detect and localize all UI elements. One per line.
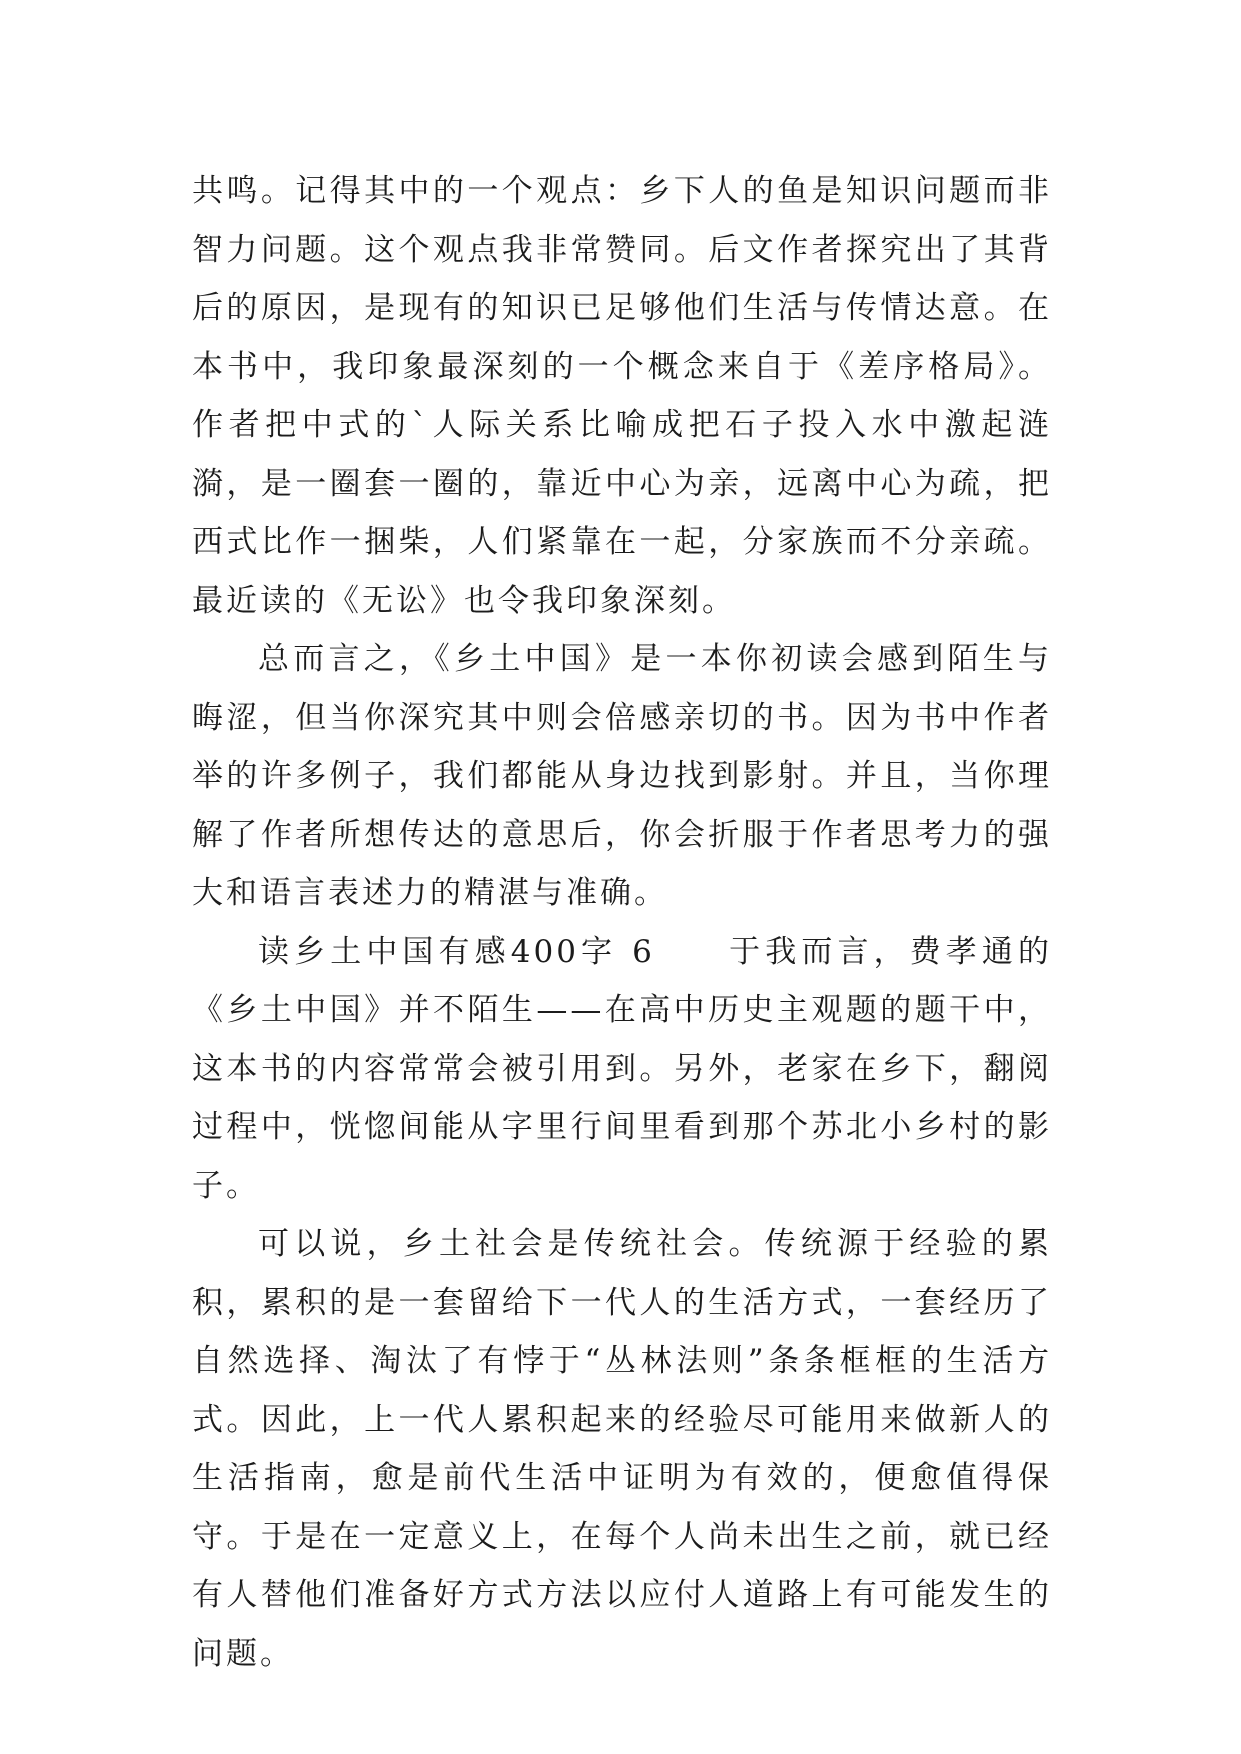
paragraph-1: 共鸣。记得其中的一个观点：乡下人的鱼是知识问题而非智力问题。这个观点我非常赞同。后文作者探究出了其背后的原因，是现有的知识已足够他们生活与传情达意。在本书中，我印象最深刻的一个概念来自于《差序格局》。作者把中式的`人际关系比喻成把石子投入水中激起涟漪，是一圈套一圈的，靠近中心为亲，远离中心为疏，把西式比作一捆柴，人们紧靠在一起，分家族而不分亲疏。最近读的《无讼》也令我印象深刻。 xyxy=(192,173,1052,619)
paragraph-3: 读乡土中国有感400字 6 于我而言，费孝通的《乡土中国》并不陌生——在高中历史主观题的题干中，这本书的内容常常会被引用到。另外，老家在乡下，翻阅过程中，恍惚间能从字里行间里看到那个苏北小乡村的影子。 xyxy=(192,933,1052,1204)
body-text xyxy=(192,162,1052,1683)
paragraph-2: 总而言之，《乡土中国》是一本你初读会感到陌生与晦涩，但当你深究其中则会倍感亲切的书。因为书中作者举的许多例子，我们都能从身边找到影射。并且，当你理解了作者所想传达的意思后，你会折服于作者思考力的强大和语言表述力的精湛与准确。 xyxy=(192,641,1052,911)
paragraph-4: 可以说，乡土社会是传统社会。传统源于经验的累积，累积的是一套留给下一代人的生活方式，一套经历了自然选择、淘汰了有悖于“丛林法则”条条框框的生活方式。因此，上一代人累积起来的经验尽可能用来做新人的生活指南，愈是前代生活中证明为有效的，便愈值得保守。于是在一定意义上，在每个人尚未出生之前，就已经有人替他们准备好方式方法以应付人道路上有可能发生的问题。 xyxy=(192,1226,1052,1672)
